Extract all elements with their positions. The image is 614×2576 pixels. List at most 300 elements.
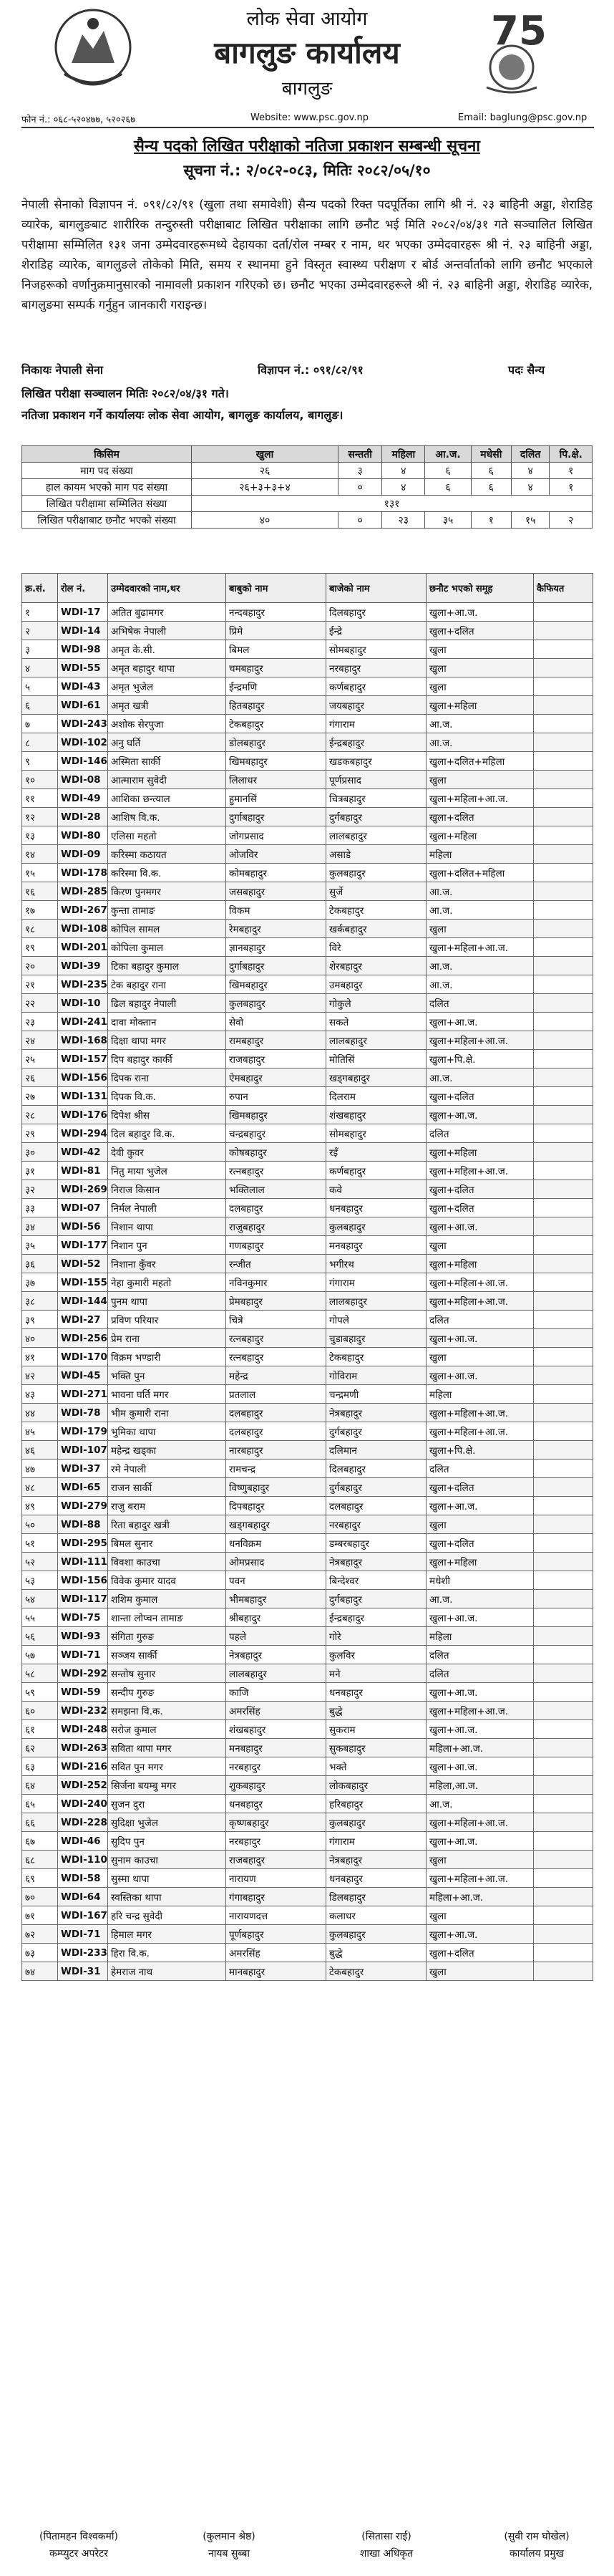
grandfather-name-cell: टेकबहादुर <box>326 1348 427 1366</box>
roll-cell: WDI-156 <box>58 1068 108 1087</box>
remarks-cell <box>534 1478 593 1497</box>
grandfather-name-cell: चुडाबहादुर <box>326 1329 427 1348</box>
notice-paragraph: नेपाली सेनाको विज्ञापन नं. ०९१/८२/९१ (खुला तथा समावेशी) सैन्य पदको रिक्त पदपूर्तिका लागि श्री नं. २३ बाहिनी अड्डा, शेराडिह व्यारेक, बागलुङबाट शारीरिक तन्दुरुस्ती परीक्षाबाट लिखित परीक्षाका लागि छनौट भई मिति २०८२/०४/३१ गते सञ्चालित लिखित परीक्षामा सम्मिलित १३१ जना उम्मेदवारहरूमध्ये देहायका दर्ता/रोल नम्बर र नाम, थर भएका उम्मेदवारहरू श्री नं. २३ बाहिनी अड्डा, शेराडिह व्यारेक, बागलुङले तोकेको मिति, समय र स्थानमा हुने विस्तृत स्वास्थ्य परीक्षण र बोर्ड अन्तर्वार्ताको लागि छनौट भएकाले निजहरूको वर्णानुक्रमानुसारको नामावली प्रकाशन गरिएको छ। छनौट भएका उम्मेदवारहरूले श्री नं. २३ बाहिनी अड्डा, शेराडिह व्यारेक, बागलुङमा सम्पर्क गर्नुहुन जानकारी गराइन्छ। <box>21 198 593 312</box>
signatory-name: (पितामहन विश्वकर्मा) <box>39 2531 119 2542</box>
father-name-cell: नेत्रबहादुर <box>226 1646 326 1664</box>
roll-cell: WDI-65 <box>58 1478 108 1497</box>
grandfather-name-cell: ईन्द्रबहादुर <box>326 733 427 752</box>
father-name-cell: लालबहादुर <box>226 1664 326 1683</box>
grandfather-name-cell: भक्ते <box>326 1757 427 1776</box>
summary-cell: ३ <box>338 463 382 479</box>
roll-cell: WDI-294 <box>58 1124 108 1143</box>
roll-cell: WDI-117 <box>58 1590 108 1608</box>
roll-cell: WDI-31 <box>58 1962 108 1981</box>
remarks-cell <box>534 659 593 677</box>
serial-cell: ५७ <box>22 1646 58 1664</box>
grandfather-name-cell: धनबहादुर <box>326 1683 427 1702</box>
group-cell: खुला+महिला <box>427 696 534 715</box>
father-name-cell: कोमबहादुर <box>226 864 326 882</box>
table-row <box>22 845 593 864</box>
website-link[interactable]: Website: www.psc.gov.np <box>250 112 369 123</box>
roll-cell: WDI-279 <box>58 1497 108 1515</box>
serial-cell: २८ <box>22 1106 58 1124</box>
grandfather-name-cell: टेकबहादुर <box>326 1962 427 1981</box>
remarks-cell <box>534 1944 593 1962</box>
table-row <box>22 1441 593 1460</box>
group-cell: खुला+आ.ज. <box>427 1366 534 1385</box>
father-name-cell: दलबहादुर <box>226 1422 326 1441</box>
table-row <box>22 1180 593 1199</box>
grandfather-name-cell: लालबहादुर <box>326 1292 427 1311</box>
remarks-cell <box>534 1441 593 1460</box>
father-name-cell: दिपबहादुर <box>226 1497 326 1515</box>
grandfather-name-cell: बिन्देश्वर <box>326 1571 427 1590</box>
grandfather-name-cell: गोपले <box>326 1311 427 1329</box>
grandfather-name-cell: गोविराम <box>326 1366 427 1385</box>
serial-cell: ६ <box>22 696 58 715</box>
candidate-name-cell: अमृत बहादुर थापा <box>108 659 226 677</box>
table-row <box>22 864 593 882</box>
roll-cell: WDI-295 <box>58 1534 108 1553</box>
email-link[interactable]: Email: baglung@psc.gov.np <box>458 112 588 123</box>
group-cell: खुला+आ.ज. <box>427 1608 534 1627</box>
candidate-name-cell: आत्माराम सुवेदी <box>108 771 226 789</box>
group-cell: खुला+आ.ज. <box>427 1497 534 1515</box>
roll-cell: WDI-81 <box>58 1162 108 1180</box>
remarks-cell <box>534 938 593 957</box>
exam-date: लिखित परीक्षा सञ्चालन मितिः २०८२/०४/३१ गते। <box>21 387 229 400</box>
candidate-name-cell: दिप बहादुर कार्की <box>108 1050 226 1068</box>
remarks-cell <box>534 1962 593 1981</box>
group-cell: खुला+महिला+आ.ज. <box>427 1869 534 1888</box>
candidate-name-cell: अमृत भुजेल <box>108 677 226 696</box>
remarks-cell <box>534 1422 593 1441</box>
results-header-cell: कैफियत <box>534 574 593 603</box>
roll-cell: WDI-98 <box>58 640 108 659</box>
roll-cell: WDI-93 <box>58 1627 108 1646</box>
signatory-name: (कुलमान श्रेष्ठ) <box>203 2531 255 2542</box>
signature-chief <box>479 2528 594 2562</box>
grandfather-name-cell: ईन्द्रे <box>326 622 427 640</box>
grandfather-name-cell: चन्द्रमणी <box>326 1385 427 1404</box>
group-cell: खुला+दलित+महिला <box>427 752 534 771</box>
table-row <box>22 1292 593 1311</box>
group-cell: खुला+आ.ज. <box>427 1329 534 1348</box>
grandfather-name-cell: कवे <box>326 1180 427 1199</box>
table-row <box>22 1925 593 1944</box>
roll-cell: WDI-248 <box>58 1720 108 1739</box>
roll-cell: WDI-42 <box>58 1143 108 1162</box>
candidate-name-cell: रमे नेपाली <box>108 1460 226 1478</box>
table-row <box>22 1199 593 1217</box>
grandfather-name-cell: नरबहादुर <box>326 1515 427 1534</box>
serial-cell: १० <box>22 771 58 789</box>
roll-cell: WDI-39 <box>58 957 108 975</box>
serial-cell: ४८ <box>22 1478 58 1497</box>
group-cell: खुला+दलित <box>427 1199 534 1217</box>
summary-cell: ६ <box>471 463 511 479</box>
candidate-name-cell: बिमल सुनार <box>108 1534 226 1553</box>
remarks-cell <box>534 1199 593 1217</box>
serial-cell: ६५ <box>22 1795 58 1813</box>
results-table <box>21 573 593 1981</box>
summary-cell: लिखित परीक्षाबाट छनौट भएको संख्या <box>22 512 192 529</box>
serial-cell: २० <box>22 957 58 975</box>
table-row <box>22 603 593 622</box>
serial-cell: ४ <box>22 659 58 677</box>
remarks-cell <box>534 1832 593 1851</box>
table-row <box>22 938 593 957</box>
father-name-cell: शुकबहादुर <box>226 1776 326 1795</box>
candidate-name-cell: ढिल बहादुर नेपाली <box>108 994 226 1013</box>
roll-cell: WDI-27 <box>58 1311 108 1329</box>
serial-cell: ३ <box>22 640 58 659</box>
serial-cell: ९ <box>22 752 58 771</box>
candidate-name-cell: दिपक वि.क. <box>108 1087 226 1106</box>
results-header-cell: बाबुको नाम <box>226 574 326 603</box>
group-cell: आ.ज. <box>427 733 534 752</box>
father-name-cell: खड्गबहादुर <box>226 1515 326 1534</box>
summary-cell: ४ <box>382 479 425 496</box>
remarks-cell <box>534 715 593 733</box>
roll-cell: WDI-146 <box>58 752 108 771</box>
serial-cell: १६ <box>22 882 58 901</box>
grandfather-name-cell: डम्बरबहादुर <box>326 1534 427 1553</box>
father-name-cell: नविनकुमार <box>226 1273 326 1292</box>
grandfather-name-cell: हरिबहादुर <box>326 1795 427 1813</box>
table-row <box>22 1869 593 1888</box>
father-name-cell: लिलाधर <box>226 771 326 789</box>
serial-cell: १८ <box>22 920 58 938</box>
table-row <box>22 1646 593 1664</box>
remarks-cell <box>534 1590 593 1608</box>
father-name-cell: विकम <box>226 901 326 920</box>
grandfather-name-cell: दुर्गबहादुर <box>326 1590 427 1608</box>
remarks-cell <box>534 1851 593 1869</box>
candidate-name-cell: स्वस्तिका थापा <box>108 1888 226 1906</box>
father-name-cell: ओजविर <box>226 845 326 864</box>
group-cell: महिला <box>427 845 534 864</box>
remarks-cell <box>534 1553 593 1571</box>
grandfather-name-cell: सुर्जे <box>326 882 427 901</box>
father-name-cell: दुर्गाबहादुर <box>226 808 326 826</box>
candidate-name-cell: निशान थापा <box>108 1217 226 1236</box>
father-name-cell: काजि <box>226 1683 326 1702</box>
table-row <box>22 1571 593 1590</box>
father-name-cell: कुलबहादुर <box>226 994 326 1013</box>
father-name-cell: नारबहादुर <box>226 1441 326 1460</box>
candidate-name-cell: भावना घर्ति मगर <box>108 1385 226 1404</box>
group-cell: आ.ज. <box>427 1795 534 1813</box>
grandfather-name-cell: पूर्णप्रसाद <box>326 771 427 789</box>
remarks-cell <box>534 901 593 920</box>
group-cell: खुला <box>427 1906 534 1925</box>
remarks-cell <box>534 1925 593 1944</box>
father-name-cell: ज्ञानबहादुर <box>226 938 326 957</box>
serial-cell: ५९ <box>22 1683 58 1702</box>
group-cell: खुला <box>427 677 534 696</box>
group-cell: दलित <box>427 1664 534 1683</box>
father-name-cell: प्रिमे <box>226 622 326 640</box>
serial-cell: ७१ <box>22 1906 58 1925</box>
serial-cell: २५ <box>22 1050 58 1068</box>
father-name-cell: कृष्णबहादुर <box>226 1813 326 1832</box>
group-cell: दलित <box>427 1646 534 1664</box>
roll-cell: WDI-55 <box>58 659 108 677</box>
table-row <box>22 1013 593 1031</box>
table-row <box>22 1888 593 1906</box>
serial-cell: ५२ <box>22 1553 58 1571</box>
table-row <box>22 1757 593 1776</box>
remarks-cell <box>534 920 593 938</box>
group-cell: खुला <box>427 1851 534 1869</box>
serial-cell: ४३ <box>22 1385 58 1404</box>
serial-cell: ३० <box>22 1143 58 1162</box>
candidate-name-cell: दिल बहादुर वि.क. <box>108 1124 226 1143</box>
serial-cell: ३८ <box>22 1292 58 1311</box>
summary-row <box>22 512 593 529</box>
group-cell: खुला <box>427 771 534 789</box>
table-row <box>22 920 593 938</box>
serial-cell: ३५ <box>22 1236 58 1255</box>
serial-cell: ६४ <box>22 1776 58 1795</box>
father-name-cell: रामबहादुर <box>226 1031 326 1050</box>
serial-cell: २४ <box>22 1031 58 1050</box>
remarks-cell <box>534 1869 593 1888</box>
serial-cell: ७३ <box>22 1944 58 1962</box>
grandfather-name-cell: उमबहादुर <box>326 975 427 994</box>
serial-cell: ७२ <box>22 1925 58 1944</box>
roll-cell: WDI-10 <box>58 994 108 1013</box>
remarks-cell <box>534 1534 593 1553</box>
remarks-cell <box>534 733 593 752</box>
group-cell: खुला+महिला+आ.ज. <box>427 1813 534 1832</box>
candidate-name-cell: दिपेश श्रीस <box>108 1106 226 1124</box>
serial-cell: ३७ <box>22 1273 58 1292</box>
table-row <box>22 1217 593 1236</box>
roll-cell: WDI-09 <box>58 845 108 864</box>
table-row <box>22 1515 593 1534</box>
summary-cell: १३१ <box>192 496 593 512</box>
roll-cell: WDI-108 <box>58 920 108 938</box>
advert-text: विज्ञापन नं.: ०९१/८२/९१ <box>258 363 364 377</box>
remarks-cell <box>534 1348 593 1366</box>
serial-cell: ४१ <box>22 1348 58 1366</box>
summary-table <box>21 445 593 529</box>
remarks-cell <box>534 1366 593 1385</box>
candidate-name-cell: निशाना कुँवर <box>108 1255 226 1273</box>
father-name-cell: खिमबहादुर <box>226 1106 326 1124</box>
father-name-cell: ऐमबहादुर <box>226 1068 326 1087</box>
father-name-cell: बिमल <box>226 640 326 659</box>
remarks-cell <box>534 1180 593 1199</box>
group-cell: खुला <box>427 659 534 677</box>
table-row <box>22 882 593 901</box>
results-header-row <box>22 574 593 603</box>
group-cell: खुला+महिला+आ.ज. <box>427 1702 534 1720</box>
group-cell: दलित <box>427 1311 534 1329</box>
roll-cell: WDI-263 <box>58 1739 108 1757</box>
grandfather-name-cell: गंगाराम <box>326 1832 427 1851</box>
roll-cell: WDI-170 <box>58 1348 108 1366</box>
summary-cell: २३ <box>382 512 425 529</box>
serial-cell: १७ <box>22 901 58 920</box>
roll-cell: WDI-177 <box>58 1236 108 1255</box>
roll-cell: WDI-228 <box>58 1813 108 1832</box>
serial-cell: २१ <box>22 975 58 994</box>
remarks-cell <box>534 826 593 845</box>
signature-subba <box>172 2528 286 2562</box>
serial-cell: २७ <box>22 1087 58 1106</box>
candidate-name-cell: निशान पुन <box>108 1236 226 1255</box>
table-row <box>22 715 593 733</box>
summary-cell: ६ <box>425 463 471 479</box>
agency-text: निकायः नेपाली सेना <box>21 363 104 377</box>
father-name-cell: खिमबहादुर <box>226 975 326 994</box>
table-row <box>22 1608 593 1627</box>
remarks-cell <box>534 1050 593 1068</box>
group-cell: खुला+पि.क्षे. <box>427 1050 534 1068</box>
table-row <box>22 808 593 826</box>
signatory-role: नायब सुब्बा <box>208 2548 250 2560</box>
table-row <box>22 1460 593 1478</box>
serial-cell: ४० <box>22 1329 58 1348</box>
grandfather-name-cell: खड्गबहादुर <box>326 1068 427 1087</box>
grandfather-name-cell: धनबहादुर <box>326 1199 427 1217</box>
father-name-cell: दलबहादुर <box>226 1199 326 1217</box>
table-row <box>22 1497 593 1515</box>
remarks-cell <box>534 1255 593 1273</box>
grandfather-name-cell: कुलविर <box>326 1646 427 1664</box>
candidate-name-cell: अभिषेक नेपाली <box>108 622 226 640</box>
serial-cell: ४६ <box>22 1441 58 1460</box>
father-name-cell: डोलबहादुर <box>226 733 326 752</box>
grandfather-name-cell: रइँ <box>326 1143 427 1162</box>
serial-cell: ३४ <box>22 1217 58 1236</box>
table-row <box>22 1366 593 1385</box>
grandfather-name-cell: जयबहादुर <box>326 696 427 715</box>
group-cell: खुला+महिला+आ.ज. <box>427 938 534 957</box>
group-cell: खुला <box>427 1236 534 1255</box>
roll-cell: WDI-131 <box>58 1087 108 1106</box>
table-row <box>22 1478 593 1497</box>
roll-cell: WDI-45 <box>58 1366 108 1385</box>
serial-cell: २२ <box>22 994 58 1013</box>
remarks-cell <box>534 752 593 771</box>
group-cell: महिला <box>427 1627 534 1646</box>
group-cell: खुला+महिला+आ.ज. <box>427 1162 534 1180</box>
father-name-cell: नारायण <box>226 1869 326 1888</box>
remarks-cell <box>534 603 593 622</box>
remarks-cell <box>534 789 593 808</box>
group-cell: दलित <box>427 994 534 1013</box>
remarks-cell <box>534 640 593 659</box>
candidate-name-cell: टेक बहादुर राना <box>108 975 226 994</box>
group-cell: दलित <box>427 1460 534 1478</box>
publishing-office: नतिजा प्रकाशन गर्ने कार्यालयः लोक सेवा आयोग, बागलुङ कार्यालय, बागलुङ। <box>21 408 343 422</box>
grandfather-name-cell: दिलराम <box>326 1087 427 1106</box>
summary-header-cell: सन्तती <box>338 446 382 463</box>
serial-cell: ५४ <box>22 1590 58 1608</box>
candidate-name-cell: संगिता गुरुङ <box>108 1627 226 1646</box>
serial-cell: १ <box>22 603 58 622</box>
serial-cell: ५३ <box>22 1571 58 1590</box>
father-name-cell: अमरसिंह <box>226 1702 326 1720</box>
candidate-name-cell: राजु बराम <box>108 1497 226 1515</box>
roll-cell: WDI-58 <box>58 1869 108 1888</box>
father-name-cell: ओमप्रसाद <box>226 1553 326 1571</box>
roll-cell: WDI-252 <box>58 1776 108 1795</box>
table-row <box>22 1404 593 1422</box>
roll-cell: WDI-168 <box>58 1031 108 1050</box>
summary-cell: २६+३+३+४ <box>192 479 338 496</box>
grandfather-name-cell: सोमबहादुर <box>326 1124 427 1143</box>
summary-cell: हाल कायम भएको माग पद संख्या <box>22 479 192 496</box>
father-name-cell: राजबहादुर <box>226 1851 326 1869</box>
signatory-role: कम्प्युटर अपरेटर <box>49 2548 108 2560</box>
summary-header-cell: खुला <box>192 446 338 463</box>
table-row <box>22 1627 593 1646</box>
table-row <box>22 957 593 975</box>
remarks-cell <box>534 1404 593 1422</box>
group-cell: खुला+दलित <box>427 1180 534 1199</box>
father-name-cell: प्रतलाल <box>226 1385 326 1404</box>
summary-cell: ० <box>338 479 382 496</box>
candidate-name-cell: समझना वि.क. <box>108 1702 226 1720</box>
group-cell: खुला+महिला+आ.ज. <box>427 1404 534 1422</box>
remarks-cell <box>534 845 593 864</box>
summary-row <box>22 463 593 479</box>
serial-cell: २९ <box>22 1124 58 1143</box>
father-name-cell: गंगाबहादुर <box>226 1888 326 1906</box>
roll-cell: WDI-14 <box>58 622 108 640</box>
table-row <box>22 622 593 640</box>
letterhead <box>0 0 614 107</box>
results-body <box>22 603 593 1981</box>
father-name-cell: खिमबहादुर <box>226 752 326 771</box>
remarks-cell <box>534 1497 593 1515</box>
candidate-name-cell: टिका बहादुर कुमाल <box>108 957 226 975</box>
remarks-cell <box>534 1646 593 1664</box>
grandfather-name-cell: खडकबहादुर <box>326 752 427 771</box>
serial-cell: ३२ <box>22 1180 58 1199</box>
roll-cell: WDI-46 <box>58 1832 108 1851</box>
grandfather-name-cell: बुद्धे <box>326 1944 427 1962</box>
remarks-cell <box>534 1906 593 1925</box>
summary-cell: ० <box>338 512 382 529</box>
remarks-cell <box>534 1292 593 1311</box>
grandfather-name-cell: चित्रबहादुर <box>326 789 427 808</box>
group-cell: खुला+महिला+आ.ज. <box>427 1031 534 1050</box>
father-name-cell: रत्नबहादुर <box>226 1348 326 1366</box>
roll-cell: WDI-59 <box>58 1683 108 1702</box>
group-cell: खुला+दलित <box>427 622 534 640</box>
grandfather-name-cell: खर्कबहादुर <box>326 920 427 938</box>
remarks-cell <box>534 1757 593 1776</box>
grandfather-name-cell: सोमबहादुर <box>326 640 427 659</box>
group-cell: खुला+आ.ज. <box>427 1925 534 1944</box>
grandfather-name-cell: कर्णबहादुर <box>326 677 427 696</box>
candidate-name-cell: अमृत के.सी. <box>108 640 226 659</box>
roll-cell: WDI-88 <box>58 1515 108 1534</box>
remarks-cell <box>534 1571 593 1590</box>
candidate-name-cell: आशिष वि.क. <box>108 808 226 826</box>
father-name-cell: रेमबहादुर <box>226 920 326 938</box>
table-row <box>22 1664 593 1683</box>
remarks-cell <box>534 1888 593 1906</box>
table-row <box>22 771 593 789</box>
roll-cell: WDI-78 <box>58 1404 108 1422</box>
